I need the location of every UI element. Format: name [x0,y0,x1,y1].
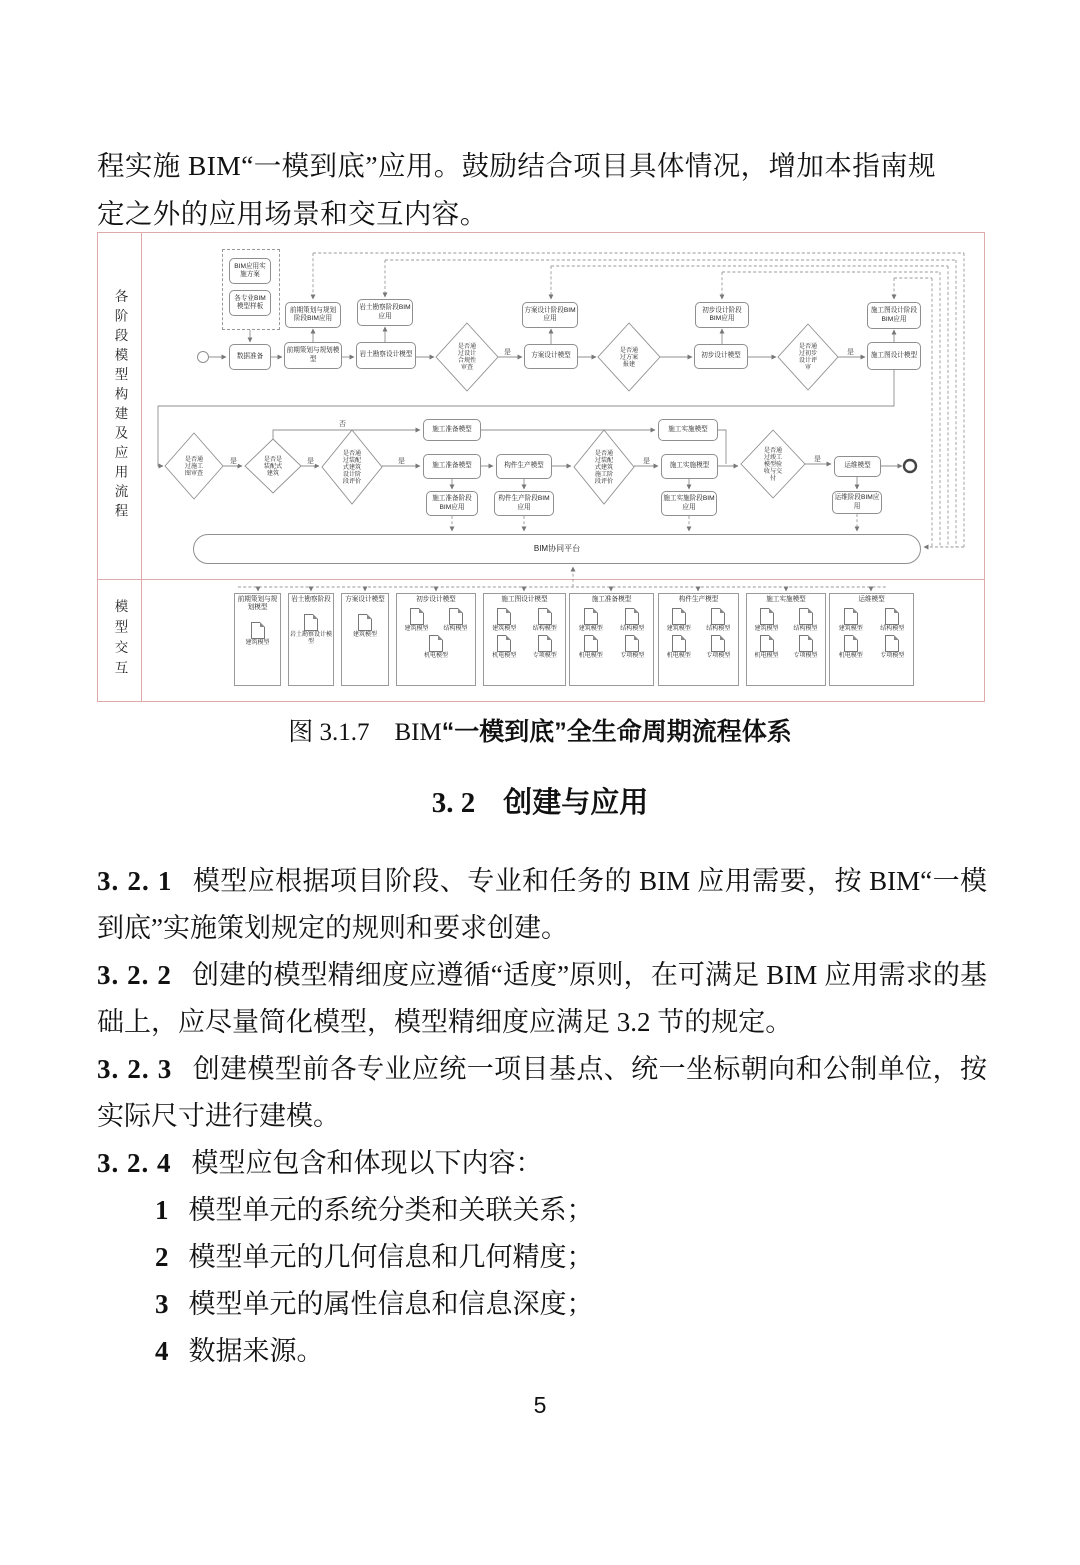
document-label: 建筑模型 [352,631,377,638]
document-label: 建筑模型 [666,625,691,632]
model-doc [831,635,871,660]
section-number: 3. 2 [431,787,476,819]
list-item-number: 4 [155,1336,169,1366]
node-construction-implementation-model-top: 施工实施模型 [658,419,718,441]
document-icon [672,635,686,652]
section-label-interaction: 模型交互 [112,599,128,681]
model-column-docs [659,604,738,659]
document-label: 结构模型 [880,625,905,632]
intro-line-1: 程实施 BIM“一模到底”应用。鼓励结合项目具体情况，增加本指南规 [97,150,936,181]
edge-label-yes: 是 [307,458,314,465]
decision-design-compliance-review: 是否通过设计合规性审查 [457,343,477,371]
page-number: 5 [533,1392,547,1418]
app-operation-maintenance-bim: 运维阶段BIM应用 [832,491,882,514]
model-column-title: 构件生产模型 [678,596,719,603]
node-construction-prep-model-top: 施工准备模型 [423,419,481,441]
list-item-number: 2 [155,1242,169,1272]
list-item-text: 模型单元的系统分类和关联关系； [188,1195,594,1225]
document-icon [358,614,372,631]
document-label: 专项模型 [620,652,645,659]
document-icon [538,635,552,652]
document-label: 结构模型 [793,625,818,632]
model-column [829,593,914,686]
document-icon [625,635,639,652]
model-column [341,593,389,686]
model-column [234,593,281,686]
edge-label-yes: 是 [230,458,237,465]
intro-line-2: 定之外的应用场景和交互内容。 [97,198,488,229]
node-data-preparation: 数据准备 [229,344,271,370]
model-doc [660,608,698,633]
model-column-title: 前期策划与规划模型 [237,596,278,611]
document-icon [497,635,511,652]
document-icon [304,614,318,631]
intro-paragraph [97,142,987,238]
app-construction-drawing-bim: 施工图设计阶段BIM应用 [867,302,921,329]
model-doc [748,635,785,660]
model-column-title: 施工准备模型 [591,596,632,603]
clause-text: 模型应根据项目阶段、专业和任务的 BIM 应用需要，按 BIM“一模到底”实施策划规定的规则和要求创建。 [97,866,988,943]
document-icon [844,635,858,652]
model-column-docs [747,604,825,659]
document-icon [799,608,813,625]
model-doc [612,608,652,633]
decision-is-prefabricated: 是否是装配式建筑 [263,455,283,477]
decision-prefab-construction-stage-eval: 是否通过装配式建筑施工阶段评价 [594,449,614,485]
node-discipline-model-template: 各专业BIM模型样板 [229,290,271,316]
clause-number: 3. 2. 1 [97,866,173,896]
document-label: 建筑模型 [404,625,429,632]
section-label-process: 各阶段模型构建及应用流程 [112,289,128,523]
model-doc [289,614,333,645]
model-column [288,593,334,686]
document-label: 机电模型 [666,652,691,659]
model-column-docs [235,612,280,647]
document-icon [429,635,443,652]
decision-prefab-design-stage-eval: 是否通过装配式建筑设计阶段评价 [342,449,362,485]
decision-asbuilt-acceptance-delivery: 是否通过竣工模型验收与交付 [763,446,783,482]
model-doc [485,635,524,660]
app-preplanning-bim: 前期策划与规划阶段BIM应用 [285,302,341,328]
list-item-1 [97,1187,987,1234]
node-operation-maintenance-model: 运维模型 [834,456,881,477]
list-item-text: 模型单元的属性信息和信息深度； [188,1289,594,1319]
model-column-docs [570,604,653,659]
document-label: 结构模型 [443,625,468,632]
model-doc [699,608,737,633]
document-icon [251,622,265,639]
clause-3-2-4 [97,1140,987,1187]
document-icon [625,608,639,625]
app-geotech-bim: 岩土勘察阶段BIM应用 [357,299,413,326]
section-title: 创建与应用 [503,787,649,819]
model-column [658,593,739,686]
node-construction-prep-model: 施工准备模型 [423,454,481,479]
document-icon [584,635,598,652]
model-doc [437,608,474,633]
edge-label-yes: 是 [504,349,511,356]
model-column-title: 岩土勘察阶段 [291,596,331,603]
model-column-title: 方案设计模型 [345,596,385,603]
figure-caption-title: “一模到底”全生命周期流程体系 [441,718,792,746]
document-label: 专项模型 [706,652,731,659]
document-icon [410,608,424,625]
model-doc [787,608,824,633]
document-icon [799,635,813,652]
document-icon [538,608,552,625]
clause-number: 3. 2. 3 [97,1054,173,1084]
document-label: 结构模型 [706,625,731,632]
model-column-title: 初步设计模型 [416,596,456,603]
clause-text: 创建模型前各专业应统一项目基点、统一坐标朝向和公制单位，按实际尺寸进行建模。 [97,1054,988,1131]
document-label: 建筑模型 [838,625,863,632]
clause-3-2-1 [97,858,987,952]
clause-3-2-2 [97,952,987,1046]
document-label: 建筑模型 [245,639,270,646]
document-label: 岩土勘察设计模型 [289,631,332,645]
decision-drawing-review: 是否通过施工图审查 [184,455,204,477]
document-icon [760,608,774,625]
model-doc [699,635,737,660]
document-label: 机电模型 [578,652,603,659]
section-heading [0,780,1080,821]
model-column [396,593,476,686]
node-scheme-design-model: 方案设计模型 [524,344,578,369]
app-construction-implementation-bim: 施工实施阶段BIM应用 [661,491,717,516]
model-column-title: 施工实施模型 [766,596,806,603]
node-preplanning-model: 前期策划与规划模型 [284,342,342,369]
node-component-production-model: 构件生产模型 [496,454,552,479]
model-column-docs [830,604,913,659]
figure-caption-number: 图 3.1.7 BIM [288,719,442,746]
app-component-production-bim: 构件生产阶段BIM应用 [494,491,554,516]
document-icon [885,608,899,625]
decision-scheme-approval: 是否通过方案报建 [619,346,639,368]
model-doc [398,608,435,633]
document-icon [711,608,725,625]
model-doc [525,635,564,660]
model-doc [235,622,280,647]
document-label: 专项模型 [532,652,557,659]
document-label: 建筑模型 [578,625,603,632]
model-column-docs [397,604,475,659]
document-icon [584,608,598,625]
list-item-2 [97,1234,987,1281]
document-icon [672,608,686,625]
document-icon [760,635,774,652]
document-label: 结构模型 [532,625,557,632]
bim-lifecycle-figure [97,232,985,702]
node-bim-implementation-plan: BIM应用实施方案 [229,258,271,284]
document-label: 建筑模型 [492,625,517,632]
document-label: 结构模型 [620,625,645,632]
document-label: 机电模型 [754,652,779,659]
document-label: 建筑模型 [754,625,779,632]
decision-preliminary-design-review: 是否通过初步设计评审 [798,343,818,371]
model-column-docs [342,604,388,639]
edge-label-yes: 是 [847,349,854,356]
bim-collaboration-platform-bar: BIM协同平台 [193,534,921,564]
model-column-title: 施工图设计模型 [501,596,548,603]
edge-label-yes: 是 [814,456,821,463]
model-doc [872,635,912,660]
list-item-4 [97,1328,987,1375]
clause-number: 3. 2. 4 [97,1148,172,1178]
model-doc [787,635,824,660]
figure-caption [0,712,1080,748]
document-icon [885,635,899,652]
model-doc [525,608,564,633]
edge-label-yes: 是 [398,458,405,465]
edge-label-yes: 是 [643,458,650,465]
clauses-block [97,858,987,1375]
clause-text: 创建的模型精细度应遵循“适度”原则，在可满足 BIM 应用需求的基础上，应尽量简化模型，模型精细度应满足 3.2 节的规定。 [97,960,988,1037]
list-item-3 [97,1281,987,1328]
model-doc [831,608,871,633]
list-item-text: 数据来源。 [188,1336,324,1366]
app-construction-prep-bim: 施工准备阶段BIM应用 [426,491,478,516]
model-doc [748,608,785,633]
document-label: 专项模型 [880,652,905,659]
document-label: 专项模型 [793,652,818,659]
document-icon [449,608,463,625]
document-label: 机电模型 [492,652,517,659]
model-column-docs [484,604,565,659]
model-doc [660,635,698,660]
document-icon [844,608,858,625]
model-doc [571,608,611,633]
app-preliminary-design-bim: 初步设计阶段BIM应用 [695,302,749,328]
model-column [569,593,654,686]
node-preliminary-design-model: 初步设计模型 [694,344,748,369]
model-column-title: 运维模型 [858,596,885,603]
model-doc [417,635,454,660]
model-doc [571,635,611,660]
model-column [746,593,826,686]
model-doc [485,608,524,633]
node-geotech-survey-design-model: 岩土勘察设计模型 [356,342,416,369]
list-item-number: 1 [155,1195,169,1225]
edge-label-no: 否 [339,421,346,428]
clause-3-2-3 [97,1046,987,1140]
model-column-docs [289,604,333,645]
model-column [483,593,566,686]
document-icon [497,608,511,625]
list-item-number: 3 [155,1289,169,1319]
app-scheme-design-bim: 方案设计阶段BIM应用 [522,302,578,328]
clause-text: 模型应包含和体现以下内容： [191,1148,543,1178]
document-icon [711,635,725,652]
model-doc [342,614,388,639]
model-doc [612,635,652,660]
document-label: 机电模型 [423,652,448,659]
node-construction-implementation-model: 施工实施模型 [661,454,718,479]
node-construction-drawing-model: 施工图设计模型 [867,342,921,370]
list-item-text: 模型单元的几何信息和几何精度； [188,1242,594,1272]
document-label: 机电模型 [838,652,863,659]
clause-number: 3. 2. 2 [97,960,172,990]
model-doc [872,608,912,633]
